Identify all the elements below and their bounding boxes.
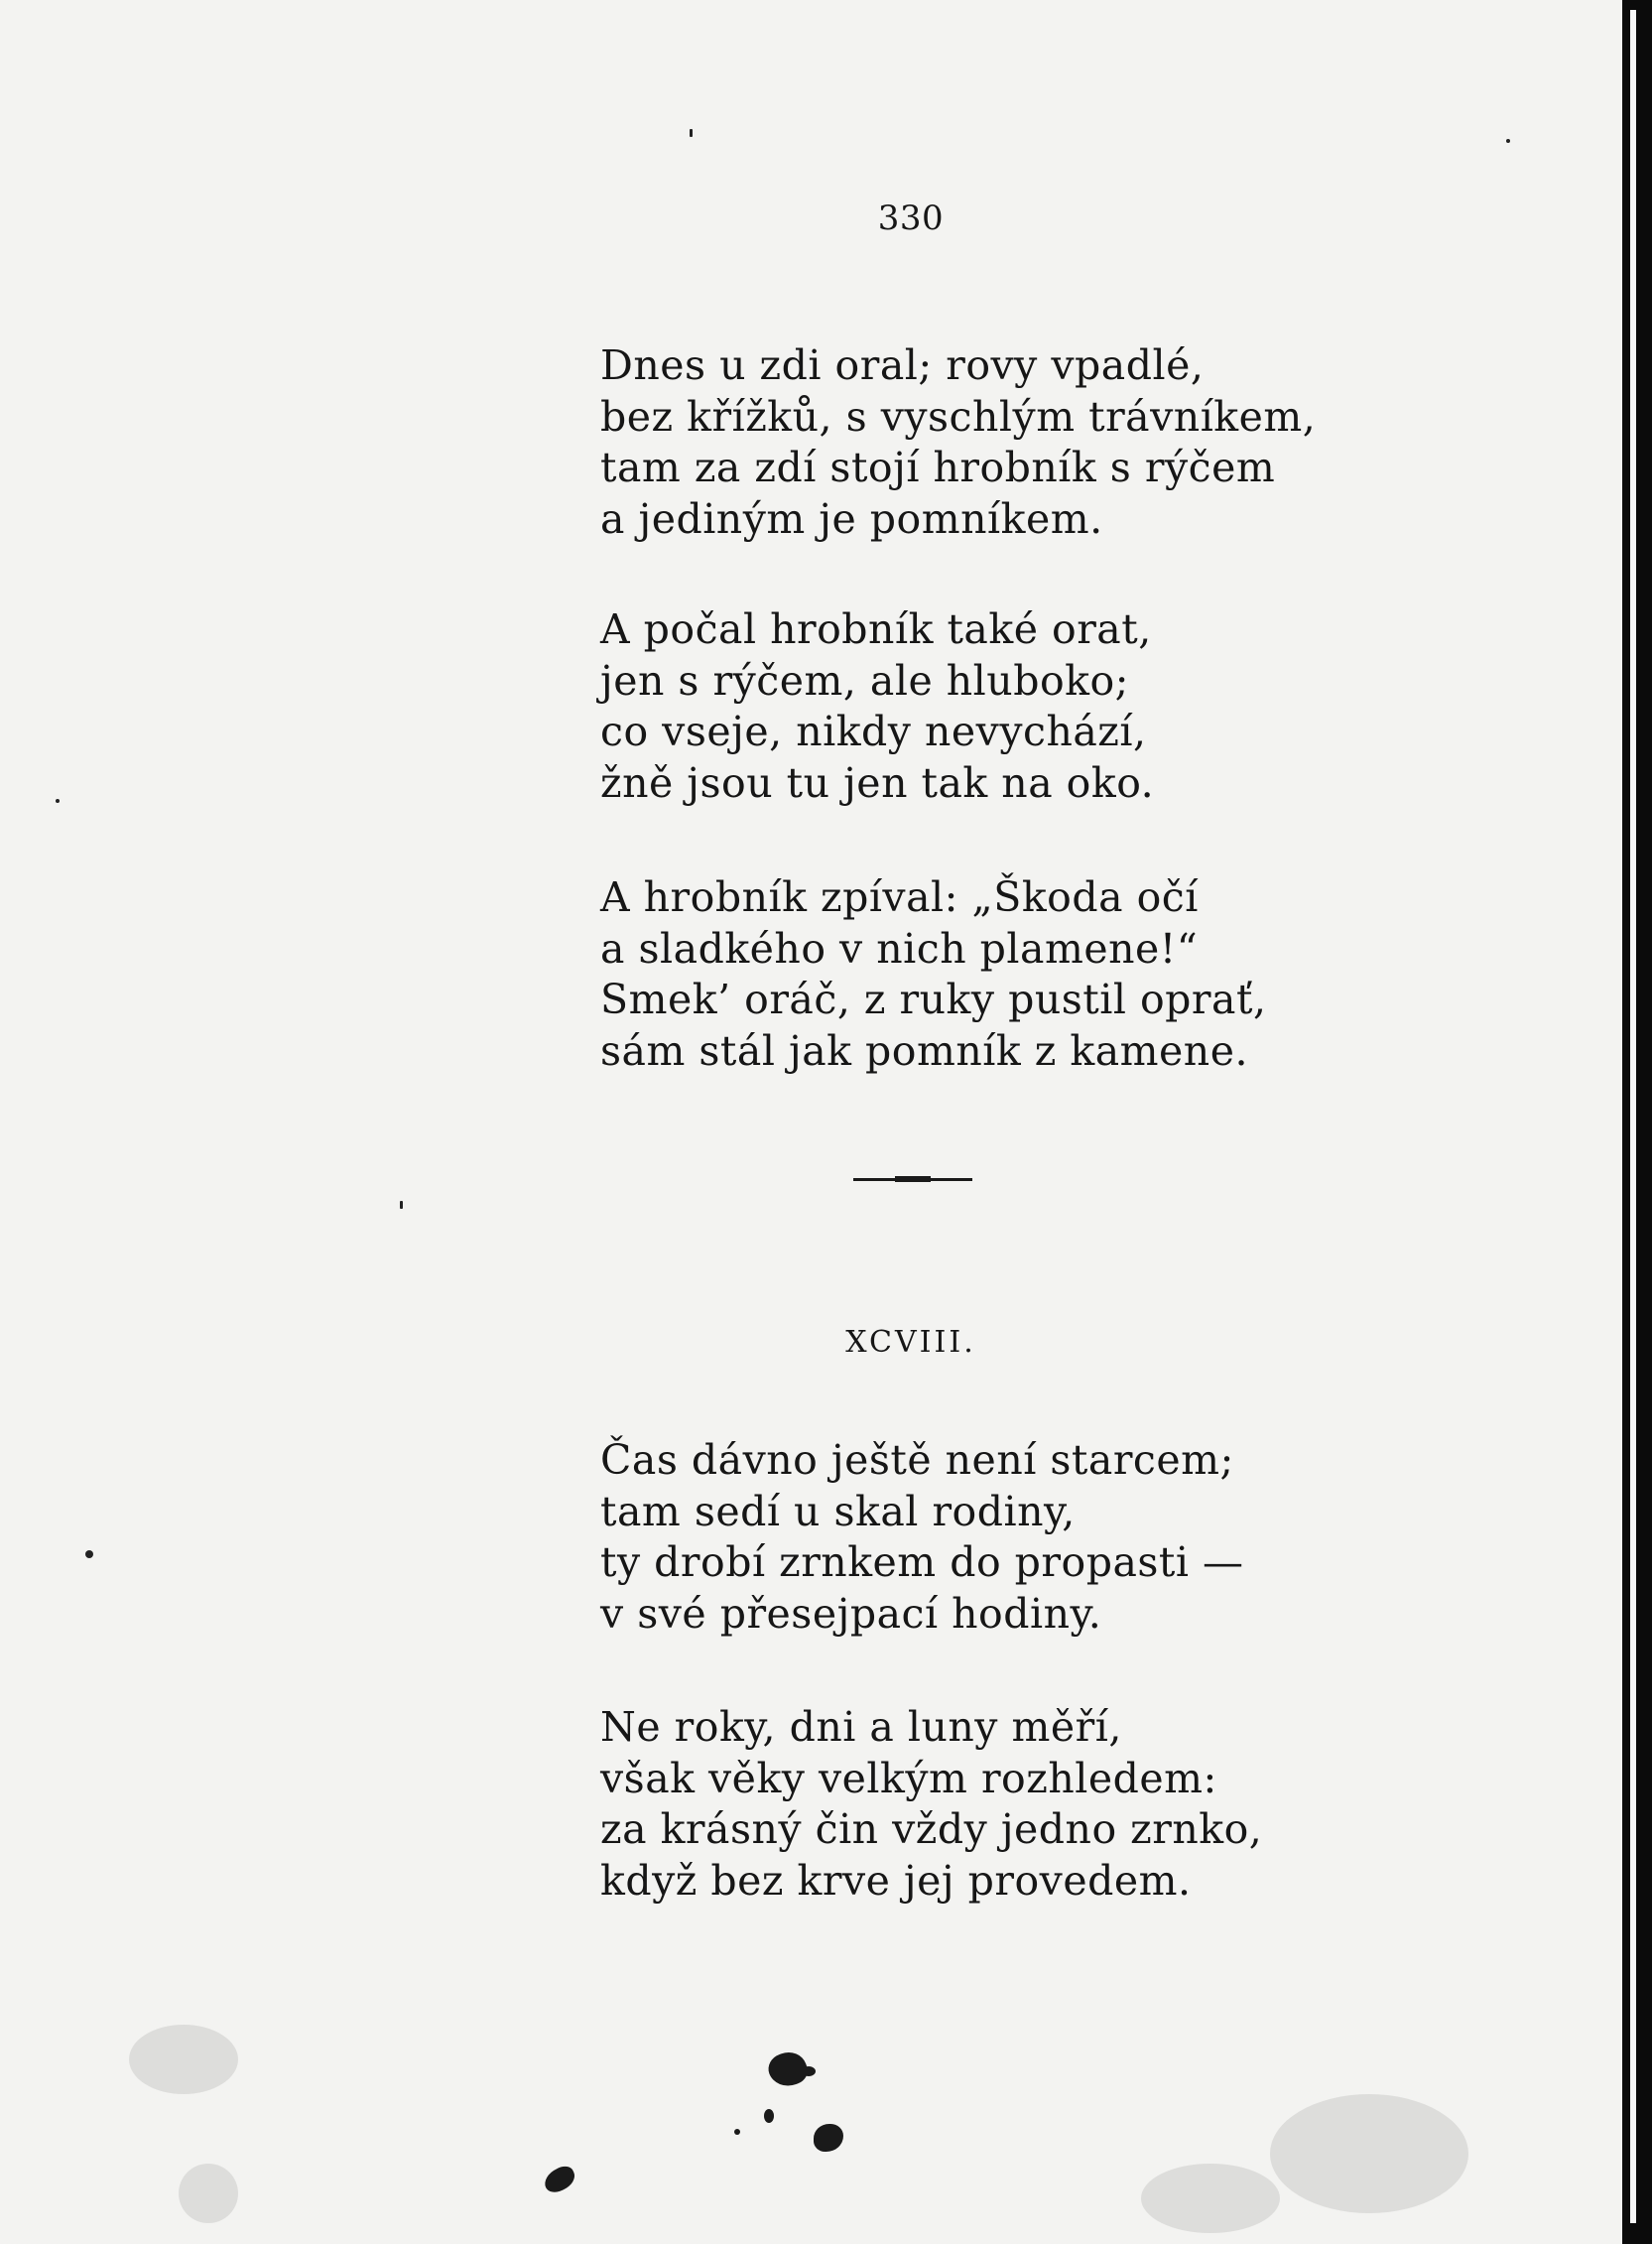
- poem-line: Ne roky, dni a luny měří,: [600, 1703, 1122, 1751]
- stanza-5: [600, 1702, 1262, 1907]
- section-heading: XCVIII.: [845, 1325, 976, 1360]
- section-divider: [853, 1178, 972, 1181]
- ink-speck: [85, 1550, 93, 1558]
- ink-blot: [541, 2163, 578, 2195]
- poem-line: jen s rýčem, ale hluboko;: [600, 656, 1129, 705]
- page-number: 330: [877, 198, 945, 238]
- ink-speck: [1506, 139, 1510, 143]
- stanza-4: [600, 1435, 1244, 1640]
- ink-blot: [802, 2066, 816, 2076]
- paper-stain: [179, 2164, 238, 2223]
- ink-speck: [400, 1201, 403, 1209]
- poem-line: Smek’ oráč, z ruky pustil oprať,: [600, 976, 1267, 1023]
- poem-line: Dnes u zdi oral; rovy vpadlé,: [600, 341, 1205, 389]
- ink-blot: [734, 2129, 740, 2135]
- poem-line: co vseje, nikdy nevychází,: [600, 708, 1147, 755]
- poem-line: však věky velkým rozhledem:: [600, 1754, 1217, 1802]
- ink-blot: [814, 2124, 843, 2152]
- poem-line: v své přesejpací hodiny.: [600, 1589, 1102, 1638]
- paper-stain: [1141, 2164, 1280, 2233]
- poem-line: když bez krve jej provedem.: [600, 1856, 1192, 1905]
- paper-stain: [129, 2025, 238, 2094]
- stanza-3: [600, 872, 1266, 1077]
- paper-stain: [1270, 2094, 1468, 2213]
- poem-line: a sladkého v nich plamene!“: [600, 924, 1199, 973]
- ink-blot: [764, 2109, 774, 2123]
- poem-line: žně jsou tu jen tak na oko.: [600, 758, 1155, 807]
- ink-speck: [690, 129, 693, 137]
- divider-center-mark: [895, 1176, 931, 1182]
- poem-line: za krásný čin vždy jedno zrnko,: [600, 1805, 1263, 1853]
- poem-line: A počal hrobník také orat,: [600, 605, 1152, 653]
- poem-line: a jediným je pomníkem.: [600, 494, 1103, 543]
- page-edge: [1622, 0, 1652, 2244]
- poem-line: ty drobí zrnkem do propasti —: [600, 1538, 1244, 1586]
- poem-line: sám stál jak pomník z kamene.: [600, 1026, 1249, 1075]
- poem-line: tam za zdí stojí hrobník s rýčem: [600, 444, 1276, 491]
- stanza-1: [600, 340, 1316, 545]
- ink-speck: [56, 799, 60, 803]
- poem-line: bez křížků, s vyschlým trávníkem,: [600, 392, 1317, 441]
- stanza-2: [600, 604, 1154, 809]
- poem-line: Čas dávno ještě není starcem;: [600, 1436, 1234, 1484]
- page-edge-highlight: [1630, 10, 1636, 2223]
- poem-line: A hrobník zpíval: „Škoda očí: [600, 873, 1199, 921]
- poem-line: tam sedí u skal rodiny,: [600, 1487, 1076, 1535]
